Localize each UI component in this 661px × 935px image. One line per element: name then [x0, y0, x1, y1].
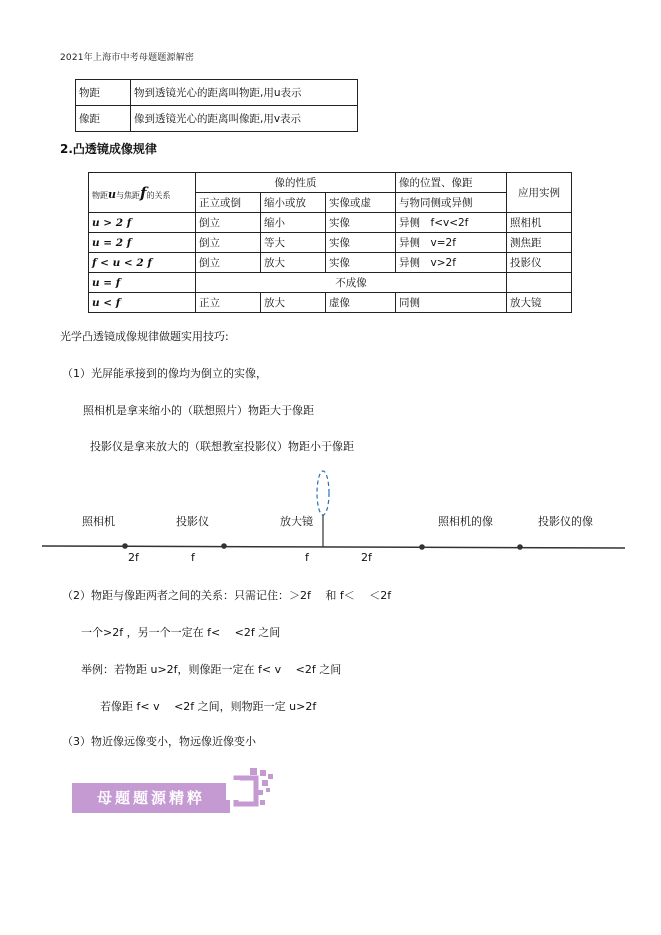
- table-row: [89, 293, 572, 313]
- condition-cell: f < u < 2 f: [89, 253, 196, 273]
- lens-icon: [317, 471, 329, 515]
- term-cell: 像距: [76, 106, 131, 132]
- application-cell: 投影仪: [507, 253, 572, 273]
- camera-image-label: 照相机的像: [438, 515, 493, 528]
- condition-cell: u = 2 f: [89, 233, 196, 253]
- table-row: [89, 253, 572, 273]
- relation-suffix: 的关系: [146, 190, 171, 200]
- size-cell: 放大: [261, 293, 326, 313]
- tip-1: （1）光屏能承接到的像均为倒立的实像，: [62, 367, 267, 380]
- lens-law-table: [88, 172, 572, 313]
- table-row: [76, 80, 358, 106]
- kind-cell: 虚像: [326, 293, 396, 313]
- application-cell: 照相机: [507, 213, 572, 233]
- section-title: 2.凸透镜成像规律: [60, 142, 157, 156]
- point-2f-left: [122, 543, 128, 549]
- term-cell: 物距: [76, 80, 131, 106]
- mark-f-left: f: [191, 551, 195, 564]
- magnifier-label: 放大镜: [280, 515, 313, 528]
- page-header: 2021年上海市中考母题题源解密: [60, 53, 195, 63]
- application-header: 应用实例: [507, 173, 572, 213]
- tip-2: （2）物距与像距两者之间的关系：只需记住：＞2f 和 f＜ ＜2f: [62, 589, 392, 602]
- size-cell: 缩小: [261, 213, 326, 233]
- kind-cell: 实像: [326, 233, 396, 253]
- table-row: [76, 106, 358, 132]
- condition-cell: u > 2 f: [89, 213, 196, 233]
- point-f-left: [221, 543, 227, 549]
- source-banner: 母题题源精粹: [72, 783, 230, 813]
- relation-f: f: [140, 183, 147, 202]
- definition-table: [75, 79, 358, 132]
- point-2f-right: [517, 544, 523, 550]
- tip-2a: 一个>2f ，另一个一定在 f< <2f 之间: [81, 626, 281, 639]
- relation-header: [89, 173, 196, 213]
- upright-subheader: 正立或倒: [196, 193, 261, 213]
- point-f-right: [419, 544, 425, 550]
- real-subheader: 实像或虚: [326, 193, 396, 213]
- tip-2c: 若像距 f< v <2f 之间，则物距一定 u>2f: [100, 700, 317, 713]
- orientation-cell: 倒立: [196, 253, 261, 273]
- size-cell: 放大: [261, 253, 326, 273]
- tip-2b: 举例：若物距 u>2f，则像距一定在 f< v <2f 之间: [81, 663, 342, 676]
- relation-u: u: [108, 187, 116, 201]
- projector-label: 投影仪: [176, 515, 209, 528]
- desc-cell: 像到透镜光心的距离叫像距,用v表示: [131, 106, 358, 132]
- logo-icon: [226, 766, 274, 814]
- position-header: 像的位置、像距: [396, 173, 507, 193]
- mark-f-right: f: [305, 551, 309, 564]
- mark-2f-right: 2f: [361, 551, 372, 564]
- condition-cell: u = f: [89, 273, 196, 293]
- kind-cell: 实像: [326, 253, 396, 273]
- application-cell: 放大镜: [507, 293, 572, 313]
- tip-1a: 照相机是拿来缩小的（联想照片）物距大于像距: [83, 404, 314, 417]
- camera-label: 照相机: [82, 515, 115, 528]
- orientation-cell: 正立: [196, 293, 261, 313]
- table-header-row: [89, 173, 572, 193]
- projector-image-label: 投影仪的像: [538, 515, 593, 528]
- tip-1b: 投影仪是拿来放大的（联想教室投影仪）物距小于像距: [90, 440, 354, 453]
- table-row: [89, 273, 572, 293]
- relation-mid: 与焦距: [116, 190, 140, 200]
- kind-cell: 实像: [326, 213, 396, 233]
- orientation-cell: 倒立: [196, 233, 261, 253]
- relation-prefix: 物距: [92, 190, 108, 200]
- size-subheader: 缩小或放: [261, 193, 326, 213]
- table-row: [89, 233, 572, 253]
- nature-header: 像的性质: [196, 173, 396, 193]
- table-row: [89, 213, 572, 233]
- orientation-cell: 倒立: [196, 213, 261, 233]
- application-cell: 测焦距: [507, 233, 572, 253]
- logo-mask: [226, 780, 240, 800]
- principal-axis: [42, 546, 625, 548]
- position-cell: 异侧 v>2f: [396, 253, 507, 273]
- side-subheader: 与物同侧或异侧: [396, 193, 507, 213]
- tip-3: （3）物近像远像变小，物远像近像变小: [62, 735, 256, 748]
- position-cell: 异侧 f<v<2f: [396, 213, 507, 233]
- desc-cell: 物到透镜光心的距离叫物距,用u表示: [131, 80, 358, 106]
- application-cell: [507, 273, 572, 293]
- no-image-cell: 不成像: [196, 273, 507, 293]
- size-cell: 等大: [261, 233, 326, 253]
- position-cell: 同侧: [396, 293, 507, 313]
- mark-2f-left: 2f: [128, 551, 139, 564]
- position-cell: 异侧 v=2f: [396, 233, 507, 253]
- tips-title: 光学凸透镜成像规律做题实用技巧:: [60, 330, 229, 343]
- condition-cell: u < f: [89, 293, 196, 313]
